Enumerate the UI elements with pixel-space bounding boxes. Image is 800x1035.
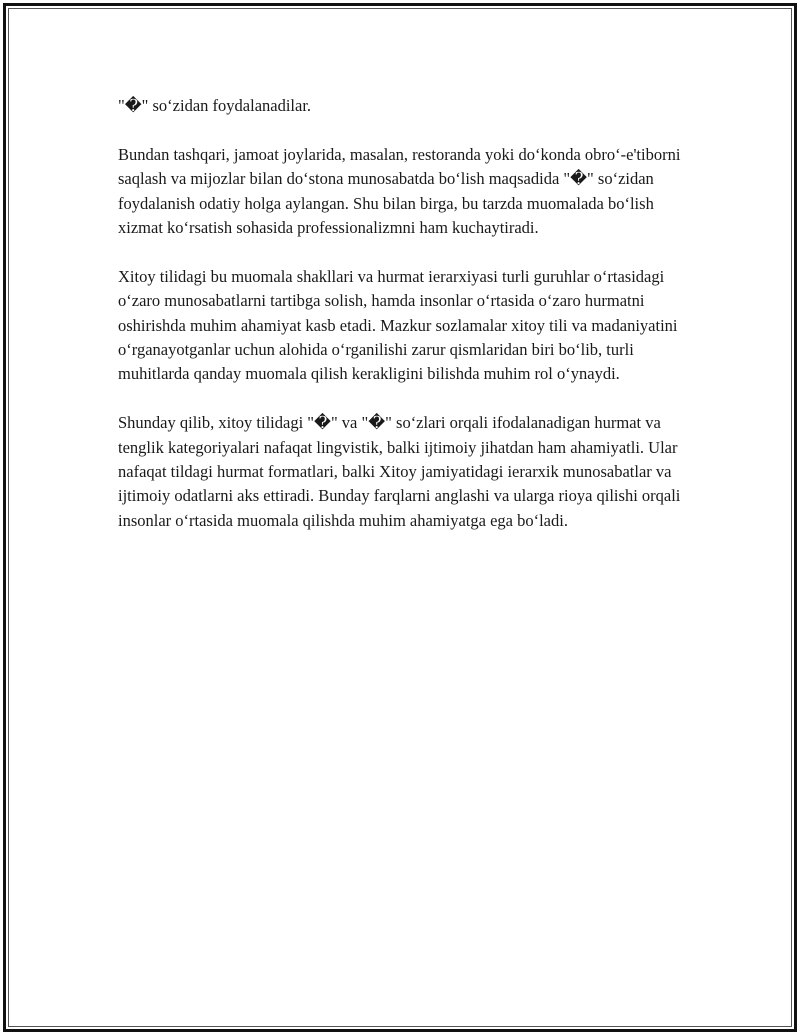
- paragraph-4: Shunday qilib, xitoy tilidagi "�" va "�" so‘zlari orqali ifodalanadigan hurmat va tenglik kategoriyalari nafaqat lingvistik, balki ijtimoiy jihatdan ham ahamiyatli. Ular nafaqat tildagi hurmat formatlari, balki Xitoy jamiyatidagi ierarxik munosabatlar va ijtimoiy odatlarni aks ettiradi. Bunday farqlarni anglashi va ularga rioya qilishi orqali insonlar o‘rtasida muomala qilishda muhim ahamiyatga ega bo‘ladi.: [118, 413, 681, 530]
- document-body: [118, 94, 693, 558]
- paragraph-3: Xitoy tilidagi bu muomala shakllari va hurmat ierarxiyasi turli guruhlar o‘rtasidagi o‘zaro munosabatlarni tartibga solish, hamda insonlar o‘rtasida o‘zaro hurmatni oshirishda muhim ahamiyat kasb etadi. Mazkur sozlamalar xitoy tili va madaniyatini o‘rganayotganlar uchun alohida o‘rganilishi zarur qismlaridan biri bo‘lib, turli muhitlarda qanday muomala qilish kerakligini bilishda muhim rol o‘ynaydi.: [118, 266, 678, 384]
- paragraph-2: Bundan tashqari, jamoat joylarida, masalan, restoranda yoki do‘konda obro‘-e'tiborni saqlash va mijozlar bilan do‘stona munosabatda bo‘lish maqsadida "�" so‘zidan foydalanish odatiy holga aylangan. Shu bilan birga, bu tarzda muomalada bo‘lish xizmat ko‘rsatish sohasida professionalizmni ham kuchaytiradi.: [118, 144, 681, 238]
- paragraph-1: "�" so‘zidan foydalanadilar.: [118, 96, 312, 115]
